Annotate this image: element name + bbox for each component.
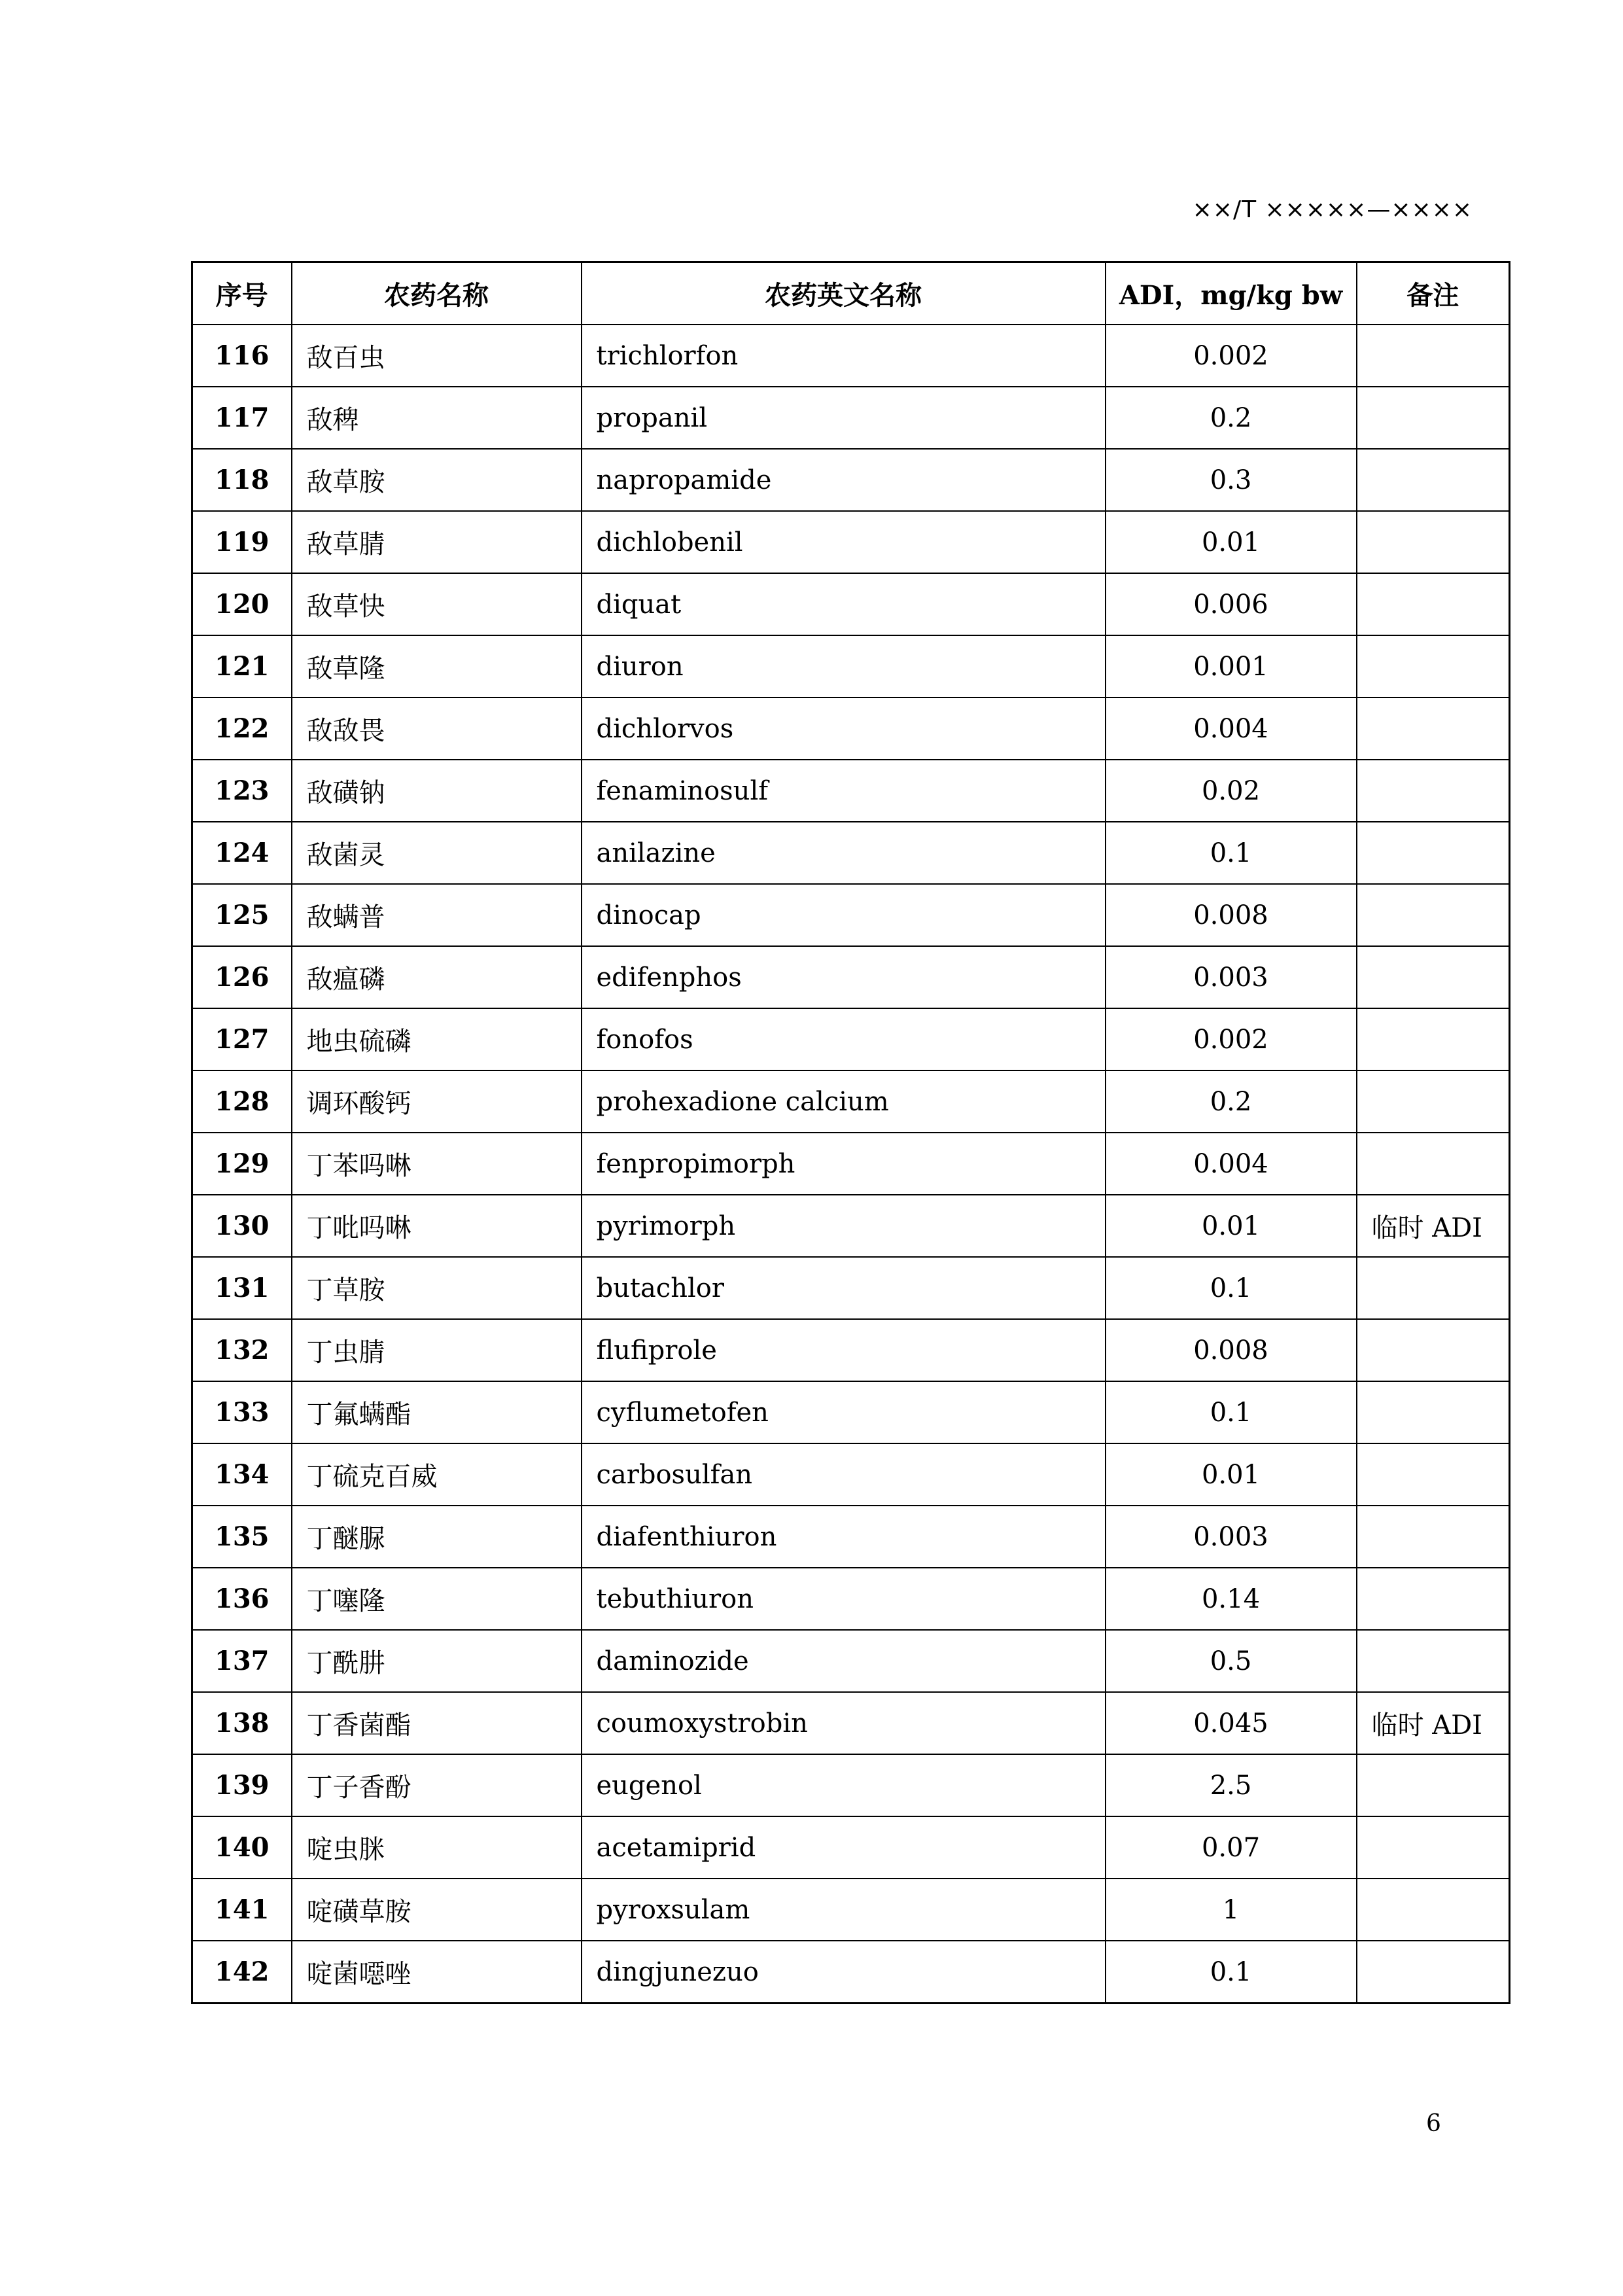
adi-value-cell: 0.3 bbox=[1106, 449, 1357, 511]
english-name-cell: flufiprole bbox=[582, 1319, 1106, 1381]
english-name-cell: fenpropimorph bbox=[582, 1133, 1106, 1195]
table-row bbox=[192, 449, 1510, 511]
document-code-header: ××/T ×××××—×××× bbox=[1192, 196, 1473, 223]
column-header-chinese-name: 农药名称 bbox=[292, 262, 582, 325]
remarks-cell: 临时 ADI bbox=[1357, 1692, 1510, 1754]
adi-value-cell: 0.1 bbox=[1106, 1257, 1357, 1319]
chinese-name-cell: 敌草快 bbox=[292, 573, 582, 635]
table-row bbox=[192, 1692, 1510, 1754]
table-row bbox=[192, 1443, 1510, 1506]
serial-number-cell: 124 bbox=[192, 822, 292, 884]
remarks-cell bbox=[1357, 1008, 1510, 1070]
column-header-serial: 序号 bbox=[192, 262, 292, 325]
chinese-name-cell: 敌稗 bbox=[292, 387, 582, 449]
chinese-name-cell: 敌百虫 bbox=[292, 325, 582, 387]
remarks-cell bbox=[1357, 822, 1510, 884]
remarks-cell bbox=[1357, 511, 1510, 573]
chinese-name-cell: 敌瘟磷 bbox=[292, 946, 582, 1008]
chinese-name-cell: 敌螨普 bbox=[292, 884, 582, 946]
serial-number-cell: 129 bbox=[192, 1133, 292, 1195]
remarks-cell bbox=[1357, 1941, 1510, 2004]
remarks-cell bbox=[1357, 1568, 1510, 1630]
table-row bbox=[192, 884, 1510, 946]
adi-value-cell: 2.5 bbox=[1106, 1754, 1357, 1816]
remarks-cell bbox=[1357, 635, 1510, 698]
table-row bbox=[192, 1381, 1510, 1443]
serial-number-cell: 118 bbox=[192, 449, 292, 511]
serial-number-cell: 122 bbox=[192, 698, 292, 760]
english-name-cell: dichlorvos bbox=[582, 698, 1106, 760]
table-row bbox=[192, 511, 1510, 573]
chinese-name-cell: 敌草腈 bbox=[292, 511, 582, 573]
serial-number-cell: 138 bbox=[192, 1692, 292, 1754]
english-name-cell: coumoxystrobin bbox=[582, 1692, 1106, 1754]
serial-number-cell: 119 bbox=[192, 511, 292, 573]
serial-number-cell: 142 bbox=[192, 1941, 292, 2004]
serial-number-cell: 120 bbox=[192, 573, 292, 635]
remarks-cell: 临时 ADI bbox=[1357, 1195, 1510, 1257]
english-name-cell: pyroxsulam bbox=[582, 1879, 1106, 1941]
table-row bbox=[192, 1568, 1510, 1630]
english-name-cell: tebuthiuron bbox=[582, 1568, 1106, 1630]
english-name-cell: pyrimorph bbox=[582, 1195, 1106, 1257]
remarks-cell bbox=[1357, 1754, 1510, 1816]
table-row bbox=[192, 325, 1510, 387]
remarks-cell bbox=[1357, 1257, 1510, 1319]
remarks-cell bbox=[1357, 1443, 1510, 1506]
english-name-cell: cyflumetofen bbox=[582, 1381, 1106, 1443]
chinese-name-cell: 敌草胺 bbox=[292, 449, 582, 511]
chinese-name-cell: 丁吡吗啉 bbox=[292, 1195, 582, 1257]
table-row bbox=[192, 760, 1510, 822]
serial-number-cell: 132 bbox=[192, 1319, 292, 1381]
chinese-name-cell: 敌磺钠 bbox=[292, 760, 582, 822]
remarks-cell bbox=[1357, 698, 1510, 760]
serial-number-cell: 141 bbox=[192, 1879, 292, 1941]
remarks-cell bbox=[1357, 573, 1510, 635]
serial-number-cell: 128 bbox=[192, 1070, 292, 1133]
remarks-cell bbox=[1357, 1506, 1510, 1568]
table-row bbox=[192, 698, 1510, 760]
table-row bbox=[192, 1257, 1510, 1319]
chinese-name-cell: 丁子香酚 bbox=[292, 1754, 582, 1816]
serial-number-cell: 131 bbox=[192, 1257, 292, 1319]
serial-number-cell: 140 bbox=[192, 1816, 292, 1879]
table-row bbox=[192, 1070, 1510, 1133]
table-body bbox=[192, 325, 1510, 2004]
table-header-row bbox=[192, 262, 1510, 325]
chinese-name-cell: 丁噻隆 bbox=[292, 1568, 582, 1630]
adi-value-cell: 0.2 bbox=[1106, 1070, 1357, 1133]
chinese-name-cell: 丁硫克百威 bbox=[292, 1443, 582, 1506]
table-row bbox=[192, 1195, 1510, 1257]
serial-number-cell: 134 bbox=[192, 1443, 292, 1506]
table-row bbox=[192, 1816, 1510, 1879]
chinese-name-cell: 丁草胺 bbox=[292, 1257, 582, 1319]
english-name-cell: eugenol bbox=[582, 1754, 1106, 1816]
table-row bbox=[192, 1879, 1510, 1941]
adi-value-cell: 0.1 bbox=[1106, 822, 1357, 884]
adi-value-cell: 0.02 bbox=[1106, 760, 1357, 822]
remarks-cell bbox=[1357, 1630, 1510, 1692]
table-row bbox=[192, 822, 1510, 884]
adi-value-cell: 0.01 bbox=[1106, 1443, 1357, 1506]
english-name-cell: napropamide bbox=[582, 449, 1106, 511]
remarks-cell bbox=[1357, 1816, 1510, 1879]
table-row bbox=[192, 1133, 1510, 1195]
chinese-name-cell: 敌敌畏 bbox=[292, 698, 582, 760]
remarks-cell bbox=[1357, 760, 1510, 822]
chinese-name-cell: 啶虫脒 bbox=[292, 1816, 582, 1879]
adi-value-cell: 0.008 bbox=[1106, 884, 1357, 946]
english-name-cell: diafenthiuron bbox=[582, 1506, 1106, 1568]
adi-value-cell: 0.14 bbox=[1106, 1568, 1357, 1630]
remarks-cell bbox=[1357, 387, 1510, 449]
adi-value-cell: 0.5 bbox=[1106, 1630, 1357, 1692]
remarks-cell bbox=[1357, 1070, 1510, 1133]
adi-value-cell: 0.002 bbox=[1106, 1008, 1357, 1070]
english-name-cell: diquat bbox=[582, 573, 1106, 635]
serial-number-cell: 135 bbox=[192, 1506, 292, 1568]
pesticide-adi-table bbox=[191, 261, 1510, 2004]
table-row bbox=[192, 1754, 1510, 1816]
english-name-cell: dingjunezuo bbox=[582, 1941, 1106, 2004]
chinese-name-cell: 地虫硫磷 bbox=[292, 1008, 582, 1070]
serial-number-cell: 117 bbox=[192, 387, 292, 449]
chinese-name-cell: 敌草隆 bbox=[292, 635, 582, 698]
table-row bbox=[192, 387, 1510, 449]
table-row bbox=[192, 635, 1510, 698]
serial-number-cell: 133 bbox=[192, 1381, 292, 1443]
page-number: 6 bbox=[1426, 2110, 1441, 2137]
serial-number-cell: 126 bbox=[192, 946, 292, 1008]
table-row bbox=[192, 1008, 1510, 1070]
chinese-name-cell: 丁苯吗啉 bbox=[292, 1133, 582, 1195]
table-row bbox=[192, 946, 1510, 1008]
adi-value-cell: 0.003 bbox=[1106, 1506, 1357, 1568]
remarks-cell bbox=[1357, 449, 1510, 511]
adi-value-cell: 0.006 bbox=[1106, 573, 1357, 635]
remarks-cell bbox=[1357, 1319, 1510, 1381]
english-name-cell: trichlorfon bbox=[582, 325, 1106, 387]
column-header-remarks: 备注 bbox=[1357, 262, 1510, 325]
remarks-cell bbox=[1357, 325, 1510, 387]
adi-value-cell: 0.008 bbox=[1106, 1319, 1357, 1381]
adi-value-cell: 0.07 bbox=[1106, 1816, 1357, 1879]
serial-number-cell: 125 bbox=[192, 884, 292, 946]
english-name-cell: butachlor bbox=[582, 1257, 1106, 1319]
english-name-cell: fenaminosulf bbox=[582, 760, 1106, 822]
column-header-english-name: 农药英文名称 bbox=[582, 262, 1106, 325]
adi-value-cell: 1 bbox=[1106, 1879, 1357, 1941]
table-row bbox=[192, 1941, 1510, 2004]
adi-value-cell: 0.1 bbox=[1106, 1941, 1357, 2004]
adi-value-cell: 0.1 bbox=[1106, 1381, 1357, 1443]
adi-value-cell: 0.004 bbox=[1106, 1133, 1357, 1195]
chinese-name-cell: 丁香菌酯 bbox=[292, 1692, 582, 1754]
chinese-name-cell: 啶磺草胺 bbox=[292, 1879, 582, 1941]
serial-number-cell: 121 bbox=[192, 635, 292, 698]
english-name-cell: fonofos bbox=[582, 1008, 1106, 1070]
table-row bbox=[192, 573, 1510, 635]
adi-value-cell: 0.001 bbox=[1106, 635, 1357, 698]
english-name-cell: dichlobenil bbox=[582, 511, 1106, 573]
english-name-cell: acetamiprid bbox=[582, 1816, 1106, 1879]
serial-number-cell: 127 bbox=[192, 1008, 292, 1070]
adi-value-cell: 0.002 bbox=[1106, 325, 1357, 387]
remarks-cell bbox=[1357, 946, 1510, 1008]
remarks-cell bbox=[1357, 1879, 1510, 1941]
column-header-adi: ADI，mg/kg bw bbox=[1106, 262, 1357, 325]
serial-number-cell: 137 bbox=[192, 1630, 292, 1692]
adi-value-cell: 0.2 bbox=[1106, 387, 1357, 449]
serial-number-cell: 130 bbox=[192, 1195, 292, 1257]
chinese-name-cell: 啶菌噁唑 bbox=[292, 1941, 582, 2004]
english-name-cell: daminozide bbox=[582, 1630, 1106, 1692]
serial-number-cell: 136 bbox=[192, 1568, 292, 1630]
chinese-name-cell: 丁氟螨酯 bbox=[292, 1381, 582, 1443]
remarks-cell bbox=[1357, 884, 1510, 946]
chinese-name-cell: 丁虫腈 bbox=[292, 1319, 582, 1381]
english-name-cell: prohexadione calcium bbox=[582, 1070, 1106, 1133]
adi-value-cell: 0.004 bbox=[1106, 698, 1357, 760]
serial-number-cell: 139 bbox=[192, 1754, 292, 1816]
table-row bbox=[192, 1319, 1510, 1381]
english-name-cell: edifenphos bbox=[582, 946, 1106, 1008]
table-row bbox=[192, 1630, 1510, 1692]
table-row bbox=[192, 1506, 1510, 1568]
adi-value-cell: 0.045 bbox=[1106, 1692, 1357, 1754]
english-name-cell: anilazine bbox=[582, 822, 1106, 884]
chinese-name-cell: 敌菌灵 bbox=[292, 822, 582, 884]
english-name-cell: dinocap bbox=[582, 884, 1106, 946]
english-name-cell: carbosulfan bbox=[582, 1443, 1106, 1506]
chinese-name-cell: 丁醚脲 bbox=[292, 1506, 582, 1568]
serial-number-cell: 123 bbox=[192, 760, 292, 822]
chinese-name-cell: 调环酸钙 bbox=[292, 1070, 582, 1133]
remarks-cell bbox=[1357, 1133, 1510, 1195]
chinese-name-cell: 丁酰肼 bbox=[292, 1630, 582, 1692]
remarks-cell bbox=[1357, 1381, 1510, 1443]
serial-number-cell: 116 bbox=[192, 325, 292, 387]
adi-value-cell: 0.003 bbox=[1106, 946, 1357, 1008]
adi-value-cell: 0.01 bbox=[1106, 511, 1357, 573]
adi-value-cell: 0.01 bbox=[1106, 1195, 1357, 1257]
english-name-cell: diuron bbox=[582, 635, 1106, 698]
english-name-cell: propanil bbox=[582, 387, 1106, 449]
